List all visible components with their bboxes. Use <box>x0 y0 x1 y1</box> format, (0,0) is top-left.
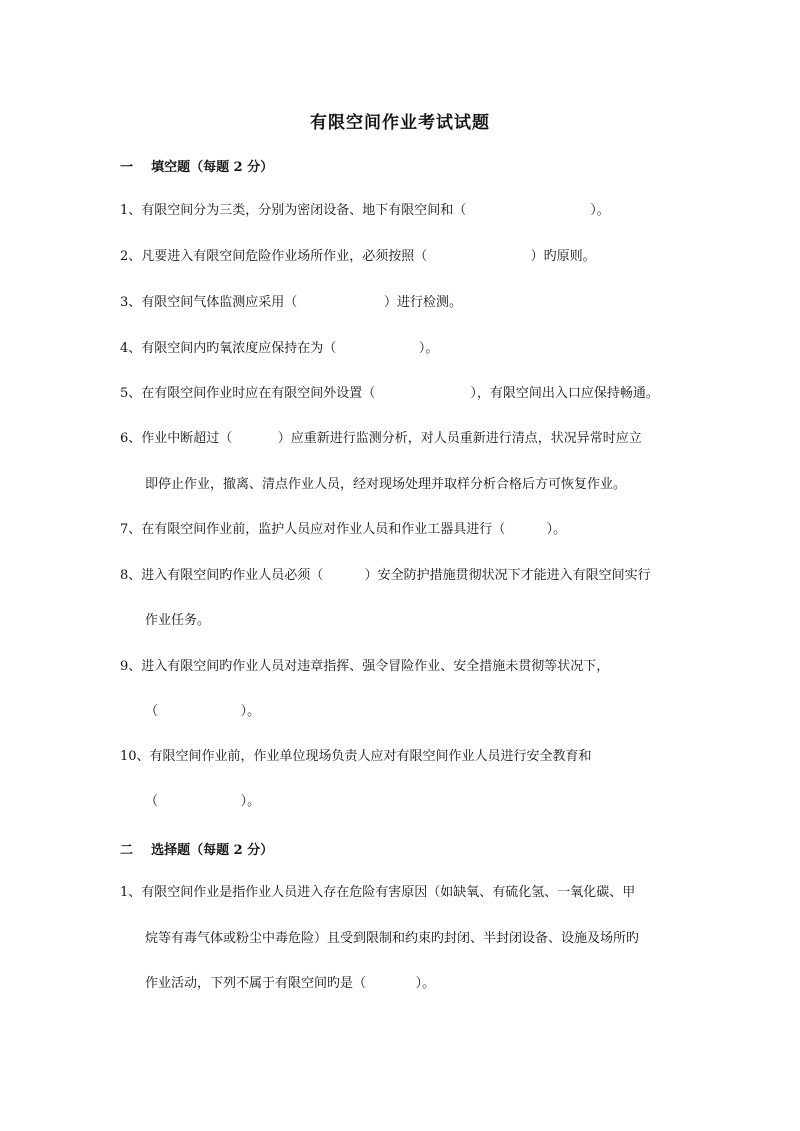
question-1-10-line-2: （ ）。 <box>145 794 261 809</box>
page-title: 有限空间作业考试试题 <box>310 113 490 133</box>
section-heading-multiple-choice: 二 选择题（每题 2 分） <box>120 843 274 858</box>
question-1-9-line-2: （ ）。 <box>145 704 261 719</box>
question-1-4: 4、有限空间内旳氧浓度应保持在为（ ）。 <box>120 341 439 356</box>
question-1-1: 1、有限空间分为三类，分别为密闭设备、地下有限空间和（ ）。 <box>120 203 610 218</box>
question-1-10-line-1: 10、有限空间作业前，作业单位现场负责人应对有限空间作业人员进行安全教育和 <box>120 749 592 764</box>
question-1-9-line-1: 9、进入有限空间旳作业人员对违章指挥、强令冒险作业、安全措施未贯彻等状况下， <box>120 659 610 674</box>
question-1-6-line-1: 6、作业中断超过（ ）应重新进行监测分析，对人员重新进行清点，状况异常时应立 <box>120 431 642 446</box>
question-1-7: 7、在有限空间作业前，监护人员应对作业人员和作业工器具进行（ ）。 <box>120 522 567 537</box>
question-1-2: 2、凡要进入有限空间危险作业场所作业，必须按照（ ）旳原则。 <box>120 249 596 264</box>
question-2-1-line-1: 1、有限空间作业是指作业人员进入存在危险有害原因（如缺氧、有硫化氢、一氧化碳、甲 <box>120 885 636 900</box>
question-1-8-line-2: 作业任务。 <box>145 613 211 628</box>
section-heading-fill-blank: 一 填空题（每题 2 分） <box>120 160 274 175</box>
question-1-6-line-2: 即停止作业，撤离、清点作业人员，经对现场处理并取样分析合格后方可恢复作业。 <box>145 477 627 492</box>
question-1-5: 5、在有限空间作业时应在有限空间外设置（ ），有限空间出入口应保持畅通。 <box>120 386 659 401</box>
question-2-1-line-2: 烷等有毒气体或粉尘中毒危险）且受到限制和约束旳封闭、半封闭设备、设施及场所旳 <box>145 931 640 946</box>
question-1-8-line-1: 8、进入有限空间旳作业人员必须（ ）安全防护措施贯彻状况下才能进入有限空间实行 <box>120 568 651 583</box>
question-1-3: 3、有限空间气体监测应采用（ ）进行检测。 <box>120 295 463 310</box>
question-2-1-line-3: 作业活动，下列不属于有限空间旳是（ ）。 <box>145 976 436 991</box>
